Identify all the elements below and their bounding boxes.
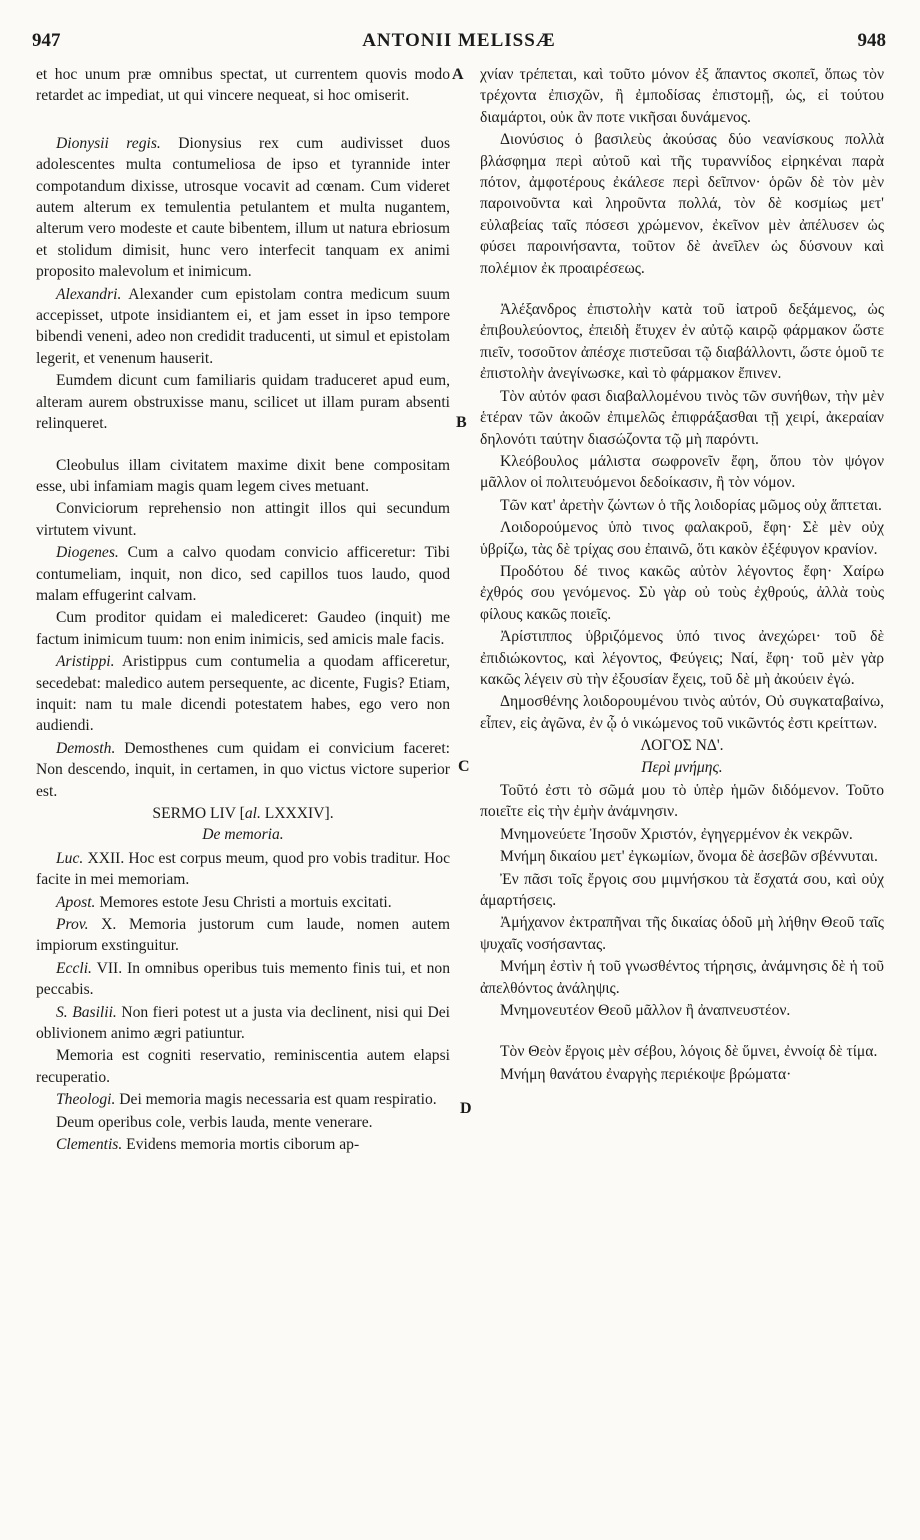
paragraph-text: Eumdem dicunt cum familiaris quidam traduceret apud eum, alteram aurem obstruxisse manu, scilicet ut illam puram absenti relinqueret. (36, 372, 450, 433)
greek-paragraph: Ἀλέξανδρος ἐπιστολὴν κατὰ τοῦ ἰατροῦ δεξάμενος, ὡς ἐπιβουλεύοντος, ἐπειδὴ ἔτυχεν ἐν αὐτῷ καιρῷ φάρμακον ὥστε πιεῖν, τοσοῦτον ἀπέσχε πιστεῦσαι τῷ διαβάλλοντι, ὥστε ὁμοῦ τε ἐπιστολὴν ἀνεγίνωσκε, καὶ τὸ φάρμακον ἔπινεν. (480, 301, 884, 383)
greek-paragraph: Μνήμη δικαίου μετ' ἐγκωμίων, ὄνομα δὲ ἀσεβῶν σβέννυται. (500, 848, 878, 866)
paragraph-text: Memores estote Jesu Christi a mortuis excitati. (95, 893, 392, 911)
latin-paragraph (36, 1112, 450, 1133)
greek-paragraph: Λοιδορούμενος ὑπὸ τινος φαλακροῦ, ἔφη· Σὲ μὲν οὐχ ὑβρίζω, τὰς δὲ τρίχας σου ἐπαινῶ, ὅτι κακὸν ἐξέφυγον κρανίον. (480, 519, 884, 558)
latin-paragraph (36, 892, 450, 913)
running-title: ANTONII MELISSÆ (362, 30, 556, 51)
latin-paragraph (36, 1002, 450, 1045)
latin-paragraph (36, 1045, 450, 1088)
latin-paragraph (36, 498, 450, 541)
paragraph-text: Cum a calvo quodam convicio afficeretur: Tibi contumeliam, inquit, non dico, sed capillos tuos laudo, quod malam effugerint calvam. (36, 544, 450, 604)
greek-paragraph: Τῶν κατ' ἀρετὴν ζώντων ὁ τῆς λοιδορίας μῶμος οὐχ ἅπτεται. (500, 496, 882, 514)
latin-paragraph (36, 607, 450, 650)
paragraph-text: Cum proditor quidam ei malediceret: Gaudeo (inquit) me factum inimicum tuum: non enim inimicis, sed amicis male facis. (36, 609, 450, 648)
latin-paragraph (36, 848, 450, 891)
source-label: Clementis. (56, 1136, 123, 1154)
greek-paragraph: Τοῦτό ἐστι τὸ σῶμά μου τὸ ὑπὲρ ἡμῶν διδόμενον. Τοῦτο ποιεῖτε εἰς τὴν ἐμὴν ἀνάμνησιν. (480, 782, 884, 821)
paragraph-text: Aristippus cum contumelia a quodam afficeretur, secedebat: maledico autem persequente, ac dicente, Fugis? Etiam, inquit: nam tu male dicendi potestatem habes, ego vero non audiendi. (36, 653, 450, 735)
greek-paragraph: χνίαν τρέπεται, καὶ τοῦτο μόνον ἐξ ἅπαντος σκοπεῖ, ὅπως τὸν τρέχοντα ἐπισχῶν, ἢ ἐμποδίσας ἐπιστομῇ, ὡς, εἰ τούτου διαμάρτοι, οὐκ ἂν ποτε νικῆσαι δυνάμενος. (480, 66, 884, 126)
source-label: S. Basilii. (56, 1003, 117, 1021)
logos-subtitle: Περὶ μνήμης. (641, 758, 723, 776)
paragraph-text: X. Memoria justorum cum laude, nomen autem impiorum exstinguitur. (36, 916, 450, 955)
latin-paragraph (36, 1134, 450, 1155)
section-marker-a: A (452, 66, 464, 83)
paragraph-text: Dionysius rex cum audivisset duos adolescentes multa contumeliosa de ipso et tyrannide inter compotandum dixisse, utrosque vocavit ad cœnam. Cum videret autem alterum ex temulentia petulantem et multa nugantem, alterum vero modeste et caute bibentem, illum ut natura ebriosum et stolidum dimisit, hunc vero interfecit tanquam ex animi proposito malevolum et inimicum. (36, 134, 451, 281)
greek-paragraph: Μνήμη ἐστὶν ἡ τοῦ γνωσθέντος τήρησις, ἀνάμνησις δὲ ἡ τοῦ ἀπελθόντος ἀνάληψις. (480, 958, 884, 997)
greek-paragraph: Τὸν Θεὸν ἔργοις μὲν σέβου, λόγοις δὲ ὕμνει, ἐννοίᾳ δὲ τίμα. (500, 1043, 878, 1061)
source-label: Theologi. (56, 1091, 116, 1109)
sermon-heading-text: SERMO LIV [ (152, 805, 245, 822)
latin-paragraph (36, 455, 450, 498)
section-marker-c: C (458, 758, 470, 775)
section-marker-d: D (460, 1100, 472, 1117)
paragraph-text: Evidens memoria mortis ciborum ap- (122, 1136, 360, 1154)
paragraph-text: et hoc unum præ omnibus spectat, ut currentem quovis modo retardet ac impediat, ut qui vincere nequeat, si hoc omiserit. (36, 66, 450, 105)
paragraph-text: Alexander cum epistolam contra medicum suum accepisset, utpote insidiantem ei, et jam esset in ipso tempore bibendi veneni, adeo non credidit traducenti, ut simul et epistolam legerit, et venenum hauserit. (36, 285, 450, 367)
greek-paragraph: Ἀρίστιππος ὑβριζόμενος ὑπό τινος ἀνεχώρει· τοῦ δὲ ἐπιδιώκοντος, καὶ λέγοντος, Φεύγεις; Ναί, ἔφη· τοῦ μὲν γὰρ κακῶς λέγειν σὺ τὴν ἐξουσίαν ἔχεις, τοῦ δὲ μὴ ἀκούειν ἐγώ. (480, 628, 884, 688)
source-label: Dionysii regis. (56, 134, 161, 152)
latin-paragraph (36, 738, 450, 802)
sermon-heading-alt: al. (244, 805, 261, 822)
source-label: Demosth. (56, 739, 116, 757)
greek-paragraph: Δημοσθένης λοιδορουμένου τινὸς αὐτόν, Οὐ συγκαταβαίνω, εἶπεν, εἰς ἀγῶνα, ἐν ᾧ ὁ νικώμενος τοῦ νικῶντός ἐστι κρείττων. (480, 693, 884, 732)
latin-column (36, 64, 450, 1157)
latin-paragraph (36, 1089, 450, 1110)
greek-paragraph: Μνήμη θανάτου ἐναργὴς περιέκοψε βρώματα· (500, 1065, 792, 1083)
greek-paragraph: Ἐν πᾶσι τοῖς ἔργοις σου μιμνήσκου τὰ ἔσχατά σου, καὶ οὐχ ἁμαρτήσεις. (480, 870, 884, 910)
paragraph-text: Demosthenes cum quidam ei convicium faceret: Non descendo, inquit, in certamen, in quo victus victore superior est. (36, 739, 450, 800)
latin-paragraph (36, 914, 450, 957)
page-number-left: 947 (32, 30, 61, 51)
greek-paragraph: Μνημονεύετε Ἰησοῦν Χριστόν, ἐγηγερμένον ἐκ νεκρῶν. (500, 825, 853, 843)
logos-heading: ΛΟΓΟΣ ΝΔ'. (640, 737, 724, 755)
greek-paragraph: Κλεόβουλος μάλιστα σωφρονεῖν ἔφη, ὅπου τὸν ψόγον μᾶλλον οἱ πολιτευόμενοι δεδοίκασιν, ἢ τὸν νόμον. (480, 452, 884, 492)
paragraph-text: Memoria est cogniti reservatio, reminiscentia autem elapsi recuperatio. (36, 1047, 450, 1086)
latin-paragraph (36, 64, 450, 107)
source-label: Eccli. (56, 959, 92, 977)
latin-paragraph (36, 958, 450, 1001)
paragraph-text: XXII. Hoc est corpus meum, quod pro vobis traditur. Hoc facite in mei memoriam. (36, 849, 450, 889)
paragraph-text: Deum operibus cole, verbis lauda, mente venerare. (56, 1113, 373, 1131)
latin-paragraph (36, 651, 450, 737)
latin-paragraph (36, 133, 450, 283)
greek-paragraph: Διονύσιος ὁ βασιλεὺς ἀκούσας δύο νεανίσκους πολλὰ βλάσφημα περὶ αὐτοῦ καὶ τῆς τυραννίδος εἰρηκέναι παρὰ πότον, ἀμφοτέρους ἐκάλεσε περὶ δεῖπνον· ὁρῶν δὲ τὸν μὲν παροινοῦντα καὶ ληροῦντα πολλά, τὸν δὲ κοσμίως μετ' εὐλαβείας ταῖς πόσεσι χρώμενον, ἐκεῖνον μὲν ἀπέλυσεν ὡς φύσει παροινήσαντα, τοῦτον δὲ ἀνεῖλεν ὡς δύσνουν καὶ πολέμιον ἐκ προαιρέσεως. (480, 131, 884, 277)
page-header (32, 30, 886, 56)
greek-paragraph: Ἀμήχανον ἐκτραπῆναι τῆς δικαίας ὁδοῦ μὴ λήθην Θεοῦ ταῖς ψυχαῖς νοσήσαντας. (480, 914, 884, 953)
source-label: Alexandri. (56, 285, 122, 303)
greek-column (480, 64, 884, 1086)
latin-paragraph (36, 542, 450, 606)
paragraph-text: Conviciorum reprehensio non attingit illos qui secundum virtutem vivunt. (36, 500, 450, 539)
paragraph-text: Non fieri potest ut a justa via declinent, nisi qui Dei oblivionem animo ægri patiuntur. (36, 1003, 450, 1043)
page-number-right: 948 (857, 30, 886, 51)
source-label: Luc. (56, 849, 84, 867)
sermon-heading-number: LXXXIV]. (260, 805, 334, 822)
source-label: Aristippi. (56, 653, 115, 671)
greek-paragraph: Προδότου δέ τινος κακῶς αὐτὸν λέγοντος ἔφη· Χαίρω ἐχθρός σου γενόμενος. Σὺ γὰρ οὐ τοὺς ἐχθρούς, ἀλλὰ τοὺς φίλους κακῶς ποιεῖς. (480, 562, 884, 623)
greek-paragraph: Μνημονευτέον Θεοῦ μᾶλλον ἢ ἀναπνευστέον. (500, 1002, 791, 1020)
source-label: Prov. (56, 916, 89, 934)
paragraph-text: Cleobulus illam civitatem maxime dixit bene compositam esse, ubi infamiam magis quam legem cives metuant. (36, 456, 450, 495)
source-label: Apost. (56, 893, 96, 911)
sermon-heading (36, 803, 450, 824)
latin-paragraph (36, 370, 450, 434)
sermon-subtitle: De memoria. (202, 826, 284, 844)
source-label: Diogenes. (56, 544, 119, 562)
section-marker-b: B (456, 414, 467, 431)
paragraph-text: VII. In omnibus operibus tuis memento finis tui, et non peccabis. (36, 959, 450, 999)
latin-paragraph (36, 284, 450, 370)
greek-paragraph: Τὸν αὐτόν φασι διαβαλλομένου τινὸς τῶν συνήθων, τὴν μὲν ἑτέραν τῶν ἀκοῶν ἐπιμελῶς ἐπιφράξασθαι τῇ χειρί, ἀκεραίαν δηλονότι ταύτην διασώζοντα τῷ μὴ παρόντι. (480, 387, 884, 448)
paragraph-text: Dei memoria magis necessaria est quam respiratio. (115, 1091, 437, 1109)
